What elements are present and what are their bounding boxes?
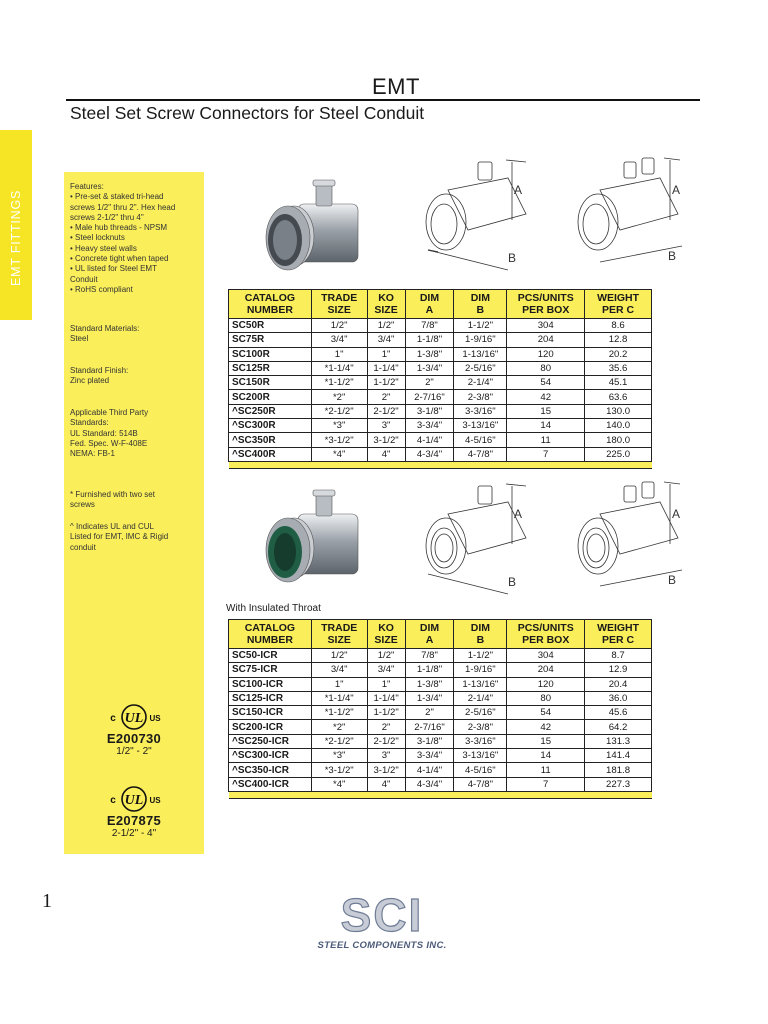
table-cell: 80 bbox=[507, 361, 585, 375]
table-cell: 204 bbox=[507, 333, 585, 347]
standards-line: Standards: bbox=[70, 418, 109, 428]
table-cell: 2-7/16" bbox=[405, 390, 454, 404]
table-row bbox=[229, 347, 652, 361]
table-cell: *1-1/4" bbox=[311, 361, 367, 375]
table-cell: 42 bbox=[507, 390, 585, 404]
column-header-line: KO bbox=[378, 622, 394, 634]
column-header-line: WEIGHT bbox=[597, 622, 640, 634]
dimension-drawing-insulated-hex bbox=[560, 474, 700, 604]
table-row bbox=[229, 749, 652, 763]
table-row bbox=[229, 663, 652, 677]
table-cell: *3-1/2" bbox=[311, 433, 367, 447]
table-cell: 3" bbox=[367, 419, 405, 433]
table-row bbox=[229, 433, 652, 447]
table-cell: 1-1/8" bbox=[405, 333, 454, 347]
dimension-drawing bbox=[408, 150, 548, 280]
table-cell: 1-1/2" bbox=[367, 376, 405, 390]
column-header bbox=[507, 620, 585, 649]
table-cell: 4-1/4" bbox=[405, 763, 454, 777]
table-cell: 4-7/8" bbox=[454, 777, 507, 791]
dim-a-label: A bbox=[672, 507, 681, 521]
table-row bbox=[229, 649, 652, 663]
standards-line: NEMA: FB-1 bbox=[70, 449, 115, 459]
table-cell: 2-1/4" bbox=[454, 691, 507, 705]
table-cell: 3/4" bbox=[367, 663, 405, 677]
ul-size-range: 1/2" - 2" bbox=[116, 746, 152, 757]
table-cell: 45.1 bbox=[585, 376, 652, 390]
table-cell: 4" bbox=[367, 777, 405, 791]
table-cell: 64.2 bbox=[585, 720, 652, 734]
column-header-line: CATALOG bbox=[244, 292, 296, 304]
table-cell: 1-1/2" bbox=[454, 319, 507, 333]
ul-logo-c: c bbox=[110, 713, 116, 724]
features-line: • Concrete tight when taped bbox=[70, 254, 169, 264]
table-cell: 1-13/16" bbox=[454, 677, 507, 691]
table-cell: 54 bbox=[507, 376, 585, 390]
table-cell: 141.4 bbox=[585, 749, 652, 763]
ul-logo-text: UL bbox=[124, 793, 144, 808]
table-cell: 4-7/8" bbox=[454, 447, 507, 461]
column-header-line: PER BOX bbox=[522, 634, 570, 646]
features-line: • Male hub threads - NPSM bbox=[70, 223, 168, 233]
column-header bbox=[367, 620, 405, 649]
ul-listed-icon bbox=[104, 784, 164, 814]
dim-b-label: B bbox=[508, 575, 517, 589]
ul-note-line: Listed for EMT, IMC & Rigid bbox=[70, 532, 169, 542]
dim-b-label: B bbox=[668, 249, 677, 263]
catalog-number-cell: SC75-ICR bbox=[229, 663, 312, 677]
dimension-drawing-insulated bbox=[408, 474, 548, 604]
dim-a-label: A bbox=[514, 507, 523, 521]
table-cell: 120 bbox=[507, 677, 585, 691]
table-cell: 4-5/16" bbox=[454, 763, 507, 777]
column-header-line: NUMBER bbox=[246, 634, 293, 646]
table-cell: 227.3 bbox=[585, 777, 652, 791]
dim-b-label: B bbox=[508, 251, 517, 265]
table-cell: 63.6 bbox=[585, 390, 652, 404]
table-row bbox=[229, 734, 652, 748]
standard-materials bbox=[70, 324, 202, 345]
catalog-number-cell: SC200R bbox=[229, 390, 312, 404]
table-cell: 2-3/8" bbox=[454, 390, 507, 404]
column-header bbox=[311, 290, 367, 319]
table-cell: 1" bbox=[367, 677, 405, 691]
table-cell: 120 bbox=[507, 347, 585, 361]
table-cell: 3-1/2" bbox=[367, 763, 405, 777]
column-header-line: PER C bbox=[602, 634, 635, 646]
column-header bbox=[454, 620, 507, 649]
table-cell: 3-13/16" bbox=[454, 419, 507, 433]
table-cell: *3" bbox=[311, 749, 367, 763]
column-header bbox=[311, 620, 367, 649]
table-cell: 1/2" bbox=[367, 319, 405, 333]
table-caption: With Insulated Throat bbox=[226, 603, 321, 614]
table-cell: 1/2" bbox=[367, 649, 405, 663]
column-header bbox=[454, 290, 507, 319]
features-line: screws 2-1/2" thru 4" bbox=[70, 212, 144, 222]
table-cell: 2" bbox=[367, 390, 405, 404]
table-cell: 1/2" bbox=[311, 319, 367, 333]
table-cell: 14 bbox=[507, 419, 585, 433]
table-cell: 131.3 bbox=[585, 734, 652, 748]
column-header-line: PER BOX bbox=[522, 304, 570, 316]
table-cell: 11 bbox=[507, 763, 585, 777]
page-subtitle: Steel Set Screw Connectors for Steel Conduit bbox=[70, 103, 425, 123]
table-cell: *1-1/2" bbox=[311, 706, 367, 720]
table-cell: 36.0 bbox=[585, 691, 652, 705]
column-header bbox=[585, 290, 652, 319]
table-cell: 1-1/4" bbox=[367, 361, 405, 375]
catalog-number-cell: ^SC300R bbox=[229, 419, 312, 433]
table-cell: *3-1/2" bbox=[311, 763, 367, 777]
table-cell: *2-1/2" bbox=[311, 404, 367, 418]
table-row bbox=[229, 763, 652, 777]
table-cell: 14 bbox=[507, 749, 585, 763]
table-row bbox=[229, 390, 652, 404]
table-cell: 1-1/2" bbox=[454, 649, 507, 663]
table-cell: 180.0 bbox=[585, 433, 652, 447]
table-cell: *4" bbox=[311, 447, 367, 461]
table-cell: 12.8 bbox=[585, 333, 652, 347]
footnote-ul-cul bbox=[70, 522, 202, 553]
table-cell: 2-1/2" bbox=[367, 734, 405, 748]
features-line: • RoHS compliant bbox=[70, 284, 133, 294]
connector-insulated-photo bbox=[258, 488, 374, 600]
page-title: EMT bbox=[372, 74, 420, 99]
table-cell: 7/8" bbox=[405, 319, 454, 333]
table-cell: 4" bbox=[367, 447, 405, 461]
catalog-number-cell: ^SC250-ICR bbox=[229, 734, 312, 748]
table-cell: 2" bbox=[405, 376, 454, 390]
table-cell: 1" bbox=[311, 347, 367, 361]
ul-note-line: ^ Indicates UL and CUL bbox=[70, 522, 154, 531]
catalog-number-cell: SC75R bbox=[229, 333, 312, 347]
table-cell: 20.4 bbox=[585, 677, 652, 691]
logo-company-name: STEEL COMPONENTS INC. bbox=[317, 940, 447, 951]
table-cell: 2-5/16" bbox=[454, 706, 507, 720]
finish-line: Standard Finish: bbox=[70, 366, 129, 375]
table-cell: 15 bbox=[507, 734, 585, 748]
table-cell: 4-3/4" bbox=[405, 777, 454, 791]
table-cell: 7/8" bbox=[405, 649, 454, 663]
table-footer-cell bbox=[229, 791, 652, 798]
logo-text: SCI bbox=[340, 889, 424, 941]
column-header-line: NUMBER bbox=[246, 304, 293, 316]
table-cell: 42 bbox=[507, 720, 585, 734]
table-row bbox=[229, 404, 652, 418]
catalog-number-cell: ^SC400R bbox=[229, 447, 312, 461]
table-cell: 304 bbox=[507, 319, 585, 333]
table-cell: 3-1/8" bbox=[405, 404, 454, 418]
materials-line: Steel bbox=[70, 334, 89, 344]
table-cell: 1-1/2" bbox=[367, 706, 405, 720]
features-line: Features: bbox=[70, 182, 104, 191]
side-tab-label: EMT FITTINGS bbox=[9, 189, 23, 286]
table-row bbox=[229, 319, 652, 333]
table-cell: 3-1/8" bbox=[405, 734, 454, 748]
table-row bbox=[229, 777, 652, 791]
table-cell: 80 bbox=[507, 691, 585, 705]
table-cell: 1-9/16" bbox=[454, 333, 507, 347]
standards-line: Applicable Third Party bbox=[70, 408, 149, 417]
catalog-number-cell: SC50R bbox=[229, 319, 312, 333]
column-header-line: SIZE bbox=[327, 304, 351, 316]
column-header-line: TRADE bbox=[321, 292, 358, 304]
features-line: • Heavy steel walls bbox=[70, 243, 137, 253]
table-cell: *2" bbox=[311, 390, 367, 404]
table-cell: 1-3/4" bbox=[405, 691, 454, 705]
table-cell: 1-3/8" bbox=[405, 347, 454, 361]
catalog-number-cell: ^SC300-ICR bbox=[229, 749, 312, 763]
table-cell: 3-13/16" bbox=[454, 749, 507, 763]
table-cell: 1-1/4" bbox=[367, 691, 405, 705]
dim-a-label: A bbox=[514, 183, 523, 197]
column-header-line: PCS/UNITS bbox=[517, 622, 574, 634]
table-cell: 1-1/8" bbox=[405, 663, 454, 677]
dim-a-label: A bbox=[672, 183, 681, 197]
column-header-line: DIM bbox=[419, 622, 440, 634]
column-header-line: PER C bbox=[602, 304, 635, 316]
standards-line: UL Standard: 514B bbox=[70, 428, 138, 438]
table-cell: 7 bbox=[507, 777, 585, 791]
table-cell: 140.0 bbox=[585, 419, 652, 433]
column-header bbox=[229, 620, 312, 649]
table-cell: 3-1/2" bbox=[367, 433, 405, 447]
column-header-line: SIZE bbox=[374, 304, 398, 316]
column-header bbox=[405, 290, 454, 319]
features-line: • UL listed for Steel EMT bbox=[70, 264, 157, 274]
table-cell: 1-3/8" bbox=[405, 677, 454, 691]
side-tab bbox=[0, 130, 32, 320]
catalog-number-cell: SC125R bbox=[229, 361, 312, 375]
ul-mark-2 bbox=[74, 784, 194, 840]
table-cell: 3-3/16" bbox=[454, 404, 507, 418]
table-cell: 3/4" bbox=[367, 333, 405, 347]
table-cell: 7 bbox=[507, 447, 585, 461]
footnote-two-screws bbox=[70, 490, 202, 511]
ul-mark-1 bbox=[74, 702, 194, 758]
column-header-line: A bbox=[425, 634, 434, 646]
table-row bbox=[229, 376, 652, 390]
table-row bbox=[229, 720, 652, 734]
spec-table-insulated bbox=[228, 619, 652, 799]
table-footer-band bbox=[229, 791, 652, 798]
table-cell: 304 bbox=[507, 649, 585, 663]
table-cell: 3/4" bbox=[311, 333, 367, 347]
features-line: Conduit bbox=[70, 274, 98, 284]
page-number: 1 bbox=[42, 890, 52, 912]
table-cell: 225.0 bbox=[585, 447, 652, 461]
column-header-line: A bbox=[425, 304, 434, 316]
spec-table bbox=[228, 289, 652, 469]
table-cell: 204 bbox=[507, 663, 585, 677]
table-cell: 181.8 bbox=[585, 763, 652, 777]
ul-file-number: E207875 bbox=[106, 813, 162, 828]
catalog-number-cell: SC150-ICR bbox=[229, 706, 312, 720]
column-header-line: DIM bbox=[419, 292, 440, 304]
catalog-number-cell: ^SC250R bbox=[229, 404, 312, 418]
table-cell: 1" bbox=[311, 677, 367, 691]
table-cell: 1-13/16" bbox=[454, 347, 507, 361]
column-header-line: SIZE bbox=[374, 634, 398, 646]
table-cell: *3" bbox=[311, 419, 367, 433]
table-row bbox=[229, 706, 652, 720]
table-cell: 45.6 bbox=[585, 706, 652, 720]
catalog-number-cell: SC50-ICR bbox=[229, 649, 312, 663]
column-header bbox=[405, 620, 454, 649]
table-cell: 4-5/16" bbox=[454, 433, 507, 447]
company-logo bbox=[312, 889, 452, 951]
table-cell: 4-3/4" bbox=[405, 447, 454, 461]
catalog-number-cell: ^SC400-ICR bbox=[229, 777, 312, 791]
table-cell: 3-3/16" bbox=[454, 734, 507, 748]
catalog-number-cell: SC100R bbox=[229, 347, 312, 361]
catalog-number-cell: SC200-ICR bbox=[229, 720, 312, 734]
catalog-number-cell: SC125-ICR bbox=[229, 691, 312, 705]
table-cell: 1-3/4" bbox=[405, 361, 454, 375]
column-header bbox=[367, 290, 405, 319]
third-party-standards bbox=[70, 408, 202, 459]
table-cell: 2-7/16" bbox=[405, 720, 454, 734]
table-cell: 3/4" bbox=[311, 663, 367, 677]
table-cell: 15 bbox=[507, 404, 585, 418]
table-cell: *1-1/2" bbox=[311, 376, 367, 390]
table-cell: 20.2 bbox=[585, 347, 652, 361]
table-cell: 35.6 bbox=[585, 361, 652, 375]
table-cell: 2" bbox=[367, 720, 405, 734]
materials-line: Standard Materials: bbox=[70, 324, 140, 333]
catalog-number-cell: ^SC350R bbox=[229, 433, 312, 447]
table-cell: 3" bbox=[367, 749, 405, 763]
column-header-line: WEIGHT bbox=[597, 292, 640, 304]
column-header bbox=[585, 620, 652, 649]
table-cell: *1-1/4" bbox=[311, 691, 367, 705]
ul-logo-text: UL bbox=[124, 711, 144, 726]
footnote-line: screws bbox=[70, 500, 95, 510]
column-header-line: DIM bbox=[470, 622, 490, 634]
features-line: • Pre-set & staked tri-head bbox=[70, 192, 164, 202]
column-header-line: B bbox=[476, 634, 485, 646]
features-line: screws 1/2" thru 2". Hex head bbox=[70, 202, 176, 212]
table-header-row bbox=[229, 290, 652, 319]
table-cell: 2-3/8" bbox=[454, 720, 507, 734]
ul-logo-us: US bbox=[149, 714, 161, 723]
table-row bbox=[229, 691, 652, 705]
catalog-number-cell: SC150R bbox=[229, 376, 312, 390]
table-row bbox=[229, 419, 652, 433]
table-cell: 8.6 bbox=[585, 319, 652, 333]
table-cell: 54 bbox=[507, 706, 585, 720]
table-cell: 12.9 bbox=[585, 663, 652, 677]
table-cell: 2-1/2" bbox=[367, 404, 405, 418]
table-cell: *2" bbox=[311, 720, 367, 734]
table-cell: 2-5/16" bbox=[454, 361, 507, 375]
ul-note-line: conduit bbox=[70, 542, 96, 552]
table-cell: *2-1/2" bbox=[311, 734, 367, 748]
table-row bbox=[229, 447, 652, 461]
finish-line: Zinc plated bbox=[70, 376, 110, 386]
column-header-line: SIZE bbox=[327, 634, 351, 646]
table-cell: 2" bbox=[405, 706, 454, 720]
standard-finish bbox=[70, 366, 202, 387]
table-footer-cell bbox=[229, 461, 652, 468]
header-rule bbox=[66, 99, 700, 101]
table-cell: 1" bbox=[367, 347, 405, 361]
table-cell: 4-1/4" bbox=[405, 433, 454, 447]
table-footer-band bbox=[229, 461, 652, 468]
column-header-line: PCS/UNITS bbox=[517, 292, 574, 304]
column-header bbox=[507, 290, 585, 319]
catalog-number-cell: SC100-ICR bbox=[229, 677, 312, 691]
table-cell: 130.0 bbox=[585, 404, 652, 418]
table-cell: 11 bbox=[507, 433, 585, 447]
table-cell: *4" bbox=[311, 777, 367, 791]
column-header-line: TRADE bbox=[321, 622, 358, 634]
table-cell: 8.7 bbox=[585, 649, 652, 663]
column-header bbox=[229, 290, 312, 319]
table-cell: 1-9/16" bbox=[454, 663, 507, 677]
dimension-drawing-hex bbox=[560, 150, 700, 280]
table-row bbox=[229, 361, 652, 375]
table-row bbox=[229, 677, 652, 691]
table-cell: 1/2" bbox=[311, 649, 367, 663]
footnote-line: * Furnished with two set bbox=[70, 490, 155, 499]
table-cell: 3-3/4" bbox=[405, 419, 454, 433]
standards-line: Fed. Spec. W-F-408E bbox=[70, 438, 148, 448]
features-list bbox=[70, 182, 202, 295]
dim-b-label: B bbox=[668, 573, 677, 587]
column-header-line: KO bbox=[378, 292, 394, 304]
table-cell: 2-1/4" bbox=[454, 376, 507, 390]
ul-size-range: 2-1/2" - 4" bbox=[111, 828, 157, 839]
table-row bbox=[229, 333, 652, 347]
features-line: • Steel locknuts bbox=[70, 233, 125, 243]
ul-logo-c: c bbox=[110, 795, 116, 806]
column-header-line: DIM bbox=[470, 292, 490, 304]
connector-photo bbox=[258, 176, 374, 286]
column-header-line: B bbox=[476, 304, 485, 316]
ul-file-number: E200730 bbox=[106, 731, 162, 746]
catalog-number-cell: ^SC350-ICR bbox=[229, 763, 312, 777]
table-cell: 3-3/4" bbox=[405, 749, 454, 763]
table-header-row bbox=[229, 620, 652, 649]
column-header-line: CATALOG bbox=[244, 622, 296, 634]
ul-logo-us: US bbox=[149, 796, 161, 805]
ul-listed-icon bbox=[104, 702, 164, 732]
